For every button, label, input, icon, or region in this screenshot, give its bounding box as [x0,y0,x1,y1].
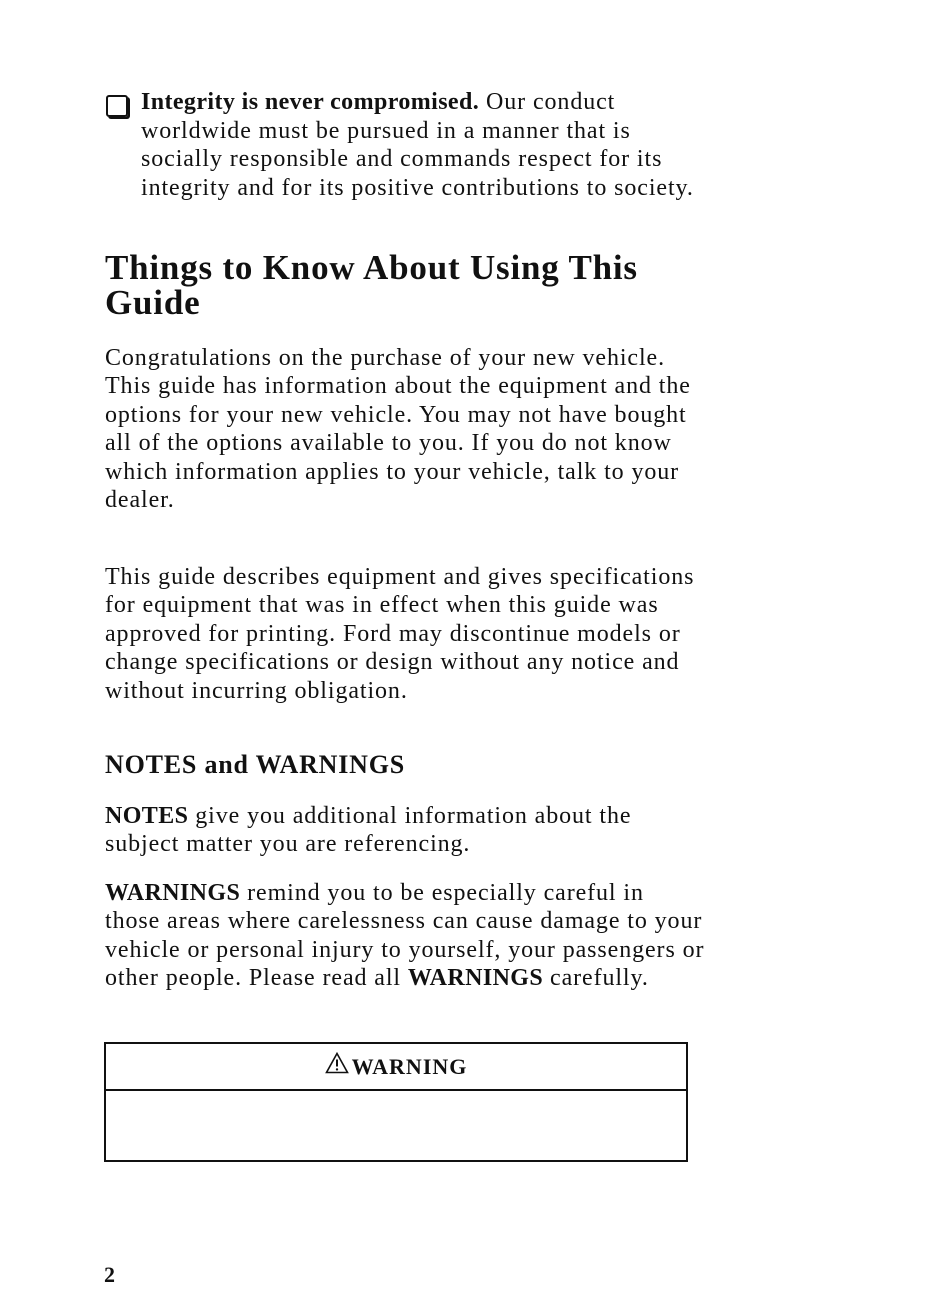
checkbox-bullet-icon [106,95,128,117]
specifications-paragraph: This guide describes equipment and gives specifications for equipment that was in effect when this guide was approved for printing. Ford may discontinue models or change specifications or design without any notice and without incurring obligation. [105,564,695,704]
warnings-text: remind you to be especially careful in those areas where carelessness can cause damage to your vehicle or personal injury to yourself, your passengers or other people. Please read all [105,880,705,992]
bullet-text [141,88,706,202]
notes-paragraph [105,802,705,859]
bullet-body: Our conduct worldwide must be pursued in a manner that is socially responsible and commands respect for its integrity and for its positive contributions to society. [141,89,694,201]
warnings-text-2: carefully. [543,965,649,992]
bullet-lead: Integrity is never compromised. [141,89,480,115]
warnings-lead-2: WARNINGS [407,965,544,992]
warning-box-header [106,1044,686,1091]
integrity-bullet [106,88,706,202]
notes-warnings-heading: NOTES and WARNINGS [105,750,406,779]
notes-lead: NOTES [105,803,189,829]
congratulations-paragraph: Congratulations on the purchase of your new vehicle. This guide has information about the equipment and the options for your new vehicle. You may not have bought all of the options available to you. If you do not know which information applies to your vehicle, talk to your dealer. [105,345,691,514]
warnings-paragraph [105,879,705,993]
section-heading: Things to Know About Using This Guide [105,248,638,322]
warning-box [104,1042,688,1162]
warning-label: WARNING [351,1053,468,1079]
warnings-lead: WARNINGS [105,880,241,906]
notes-text: give you additional information about the subject matter you are referencing. [105,803,632,858]
warning-triangle-icon [325,1052,349,1074]
page-number: 2 [104,1262,115,1287]
